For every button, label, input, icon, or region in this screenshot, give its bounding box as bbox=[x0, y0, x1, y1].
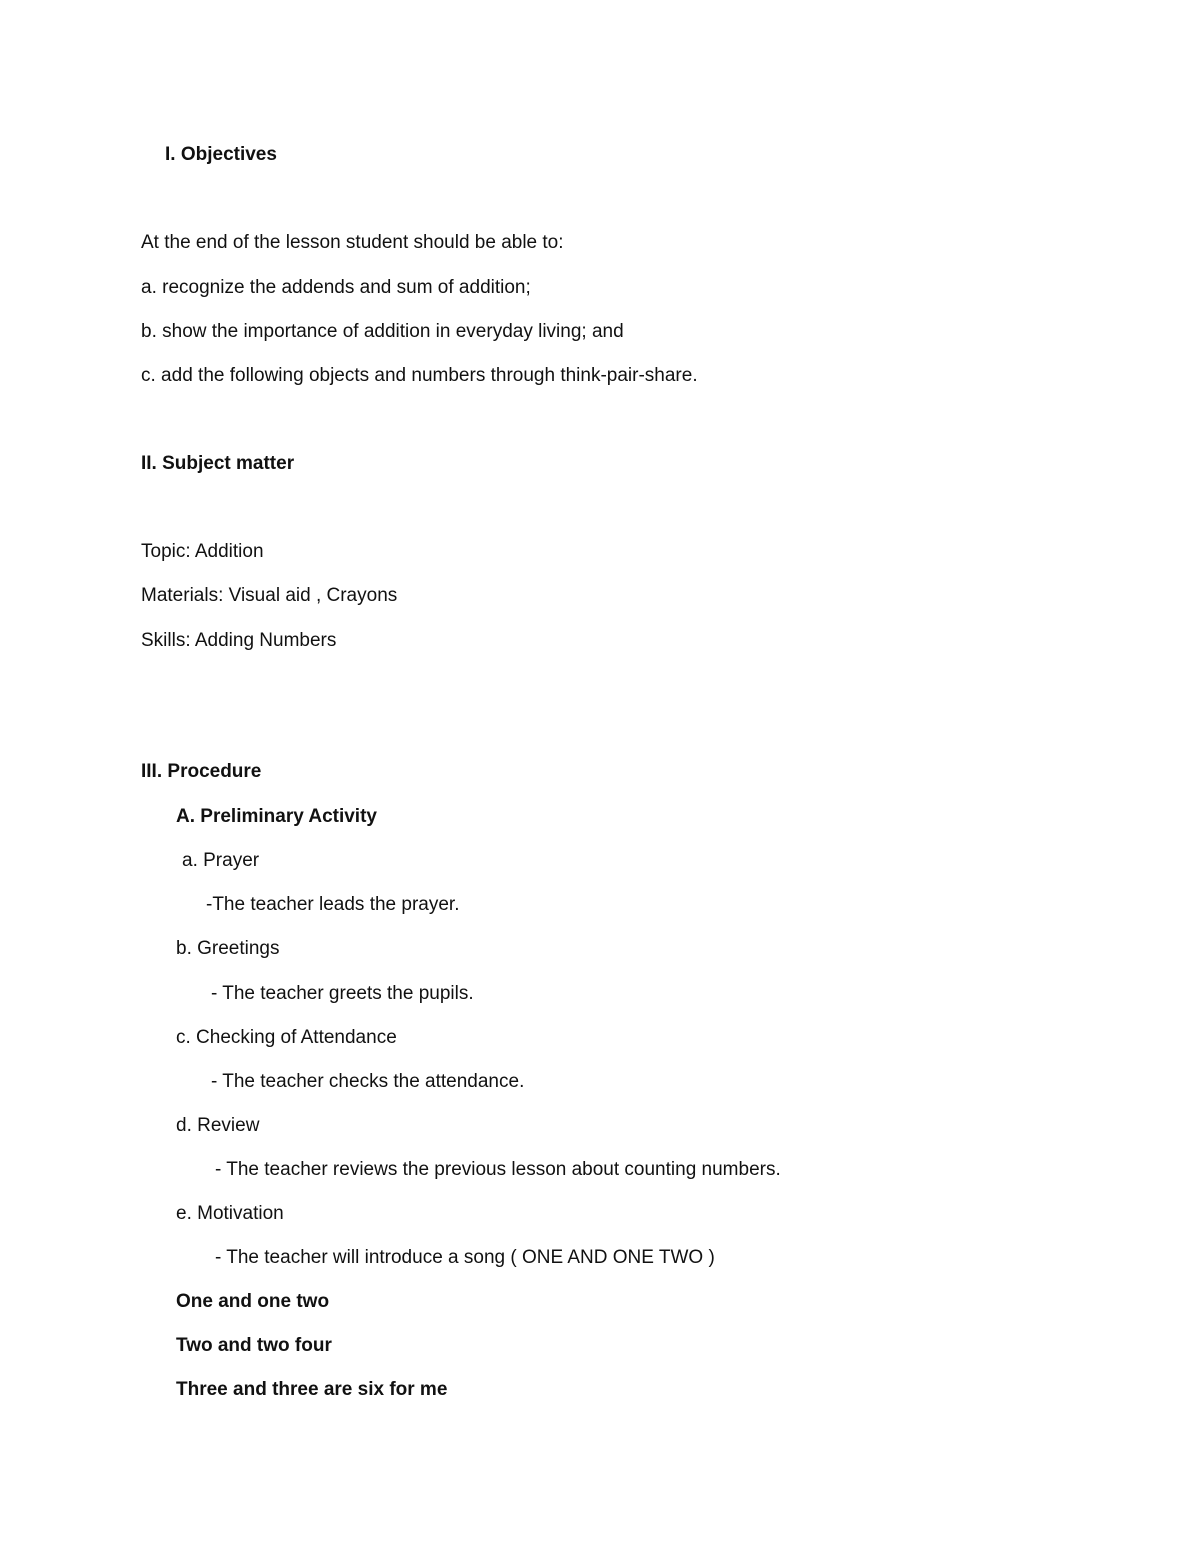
preliminary-activity-heading: A. Preliminary Activity bbox=[176, 806, 377, 827]
step-motivation-label: e. Motivation bbox=[176, 1203, 284, 1224]
song-line: One and one two bbox=[176, 1291, 330, 1312]
step-motivation-detail: - The teacher will introduce a song ( ONE AND ONE TWO ) bbox=[215, 1247, 715, 1268]
song-line: Three and three are six for me bbox=[176, 1379, 448, 1400]
step-greetings-label: b. Greetings bbox=[176, 938, 280, 959]
subject-materials: Materials: Visual aid , Crayons bbox=[141, 585, 398, 606]
song-line: Two and two four bbox=[176, 1335, 332, 1356]
step-attendance-detail: - The teacher checks the attendance. bbox=[211, 1071, 525, 1092]
subject-skills: Skills: Adding Numbers bbox=[141, 630, 337, 651]
procedure-heading: III. Procedure bbox=[141, 761, 262, 782]
objective-item: b. show the importance of addition in everyday living; and bbox=[141, 321, 624, 342]
step-prayer-label: a. Prayer bbox=[182, 850, 260, 871]
step-attendance-label: c. Checking of Attendance bbox=[176, 1027, 397, 1048]
step-prayer-detail: -The teacher leads the prayer. bbox=[206, 894, 460, 915]
subject-topic: Topic: Addition bbox=[141, 541, 264, 562]
objectives-intro: At the end of the lesson student should be able to: bbox=[141, 232, 564, 253]
objectives-heading: I. Objectives bbox=[165, 144, 277, 165]
step-review-detail: - The teacher reviews the previous lesson about counting numbers. bbox=[215, 1159, 781, 1180]
objective-item: c. add the following objects and numbers through think-pair-share. bbox=[141, 365, 698, 386]
subject-matter-heading: II. Subject matter bbox=[141, 453, 295, 474]
step-greetings-detail: - The teacher greets the pupils. bbox=[211, 983, 474, 1004]
objective-item: a. recognize the addends and sum of addition; bbox=[141, 277, 531, 298]
step-review-label: d. Review bbox=[176, 1115, 260, 1136]
